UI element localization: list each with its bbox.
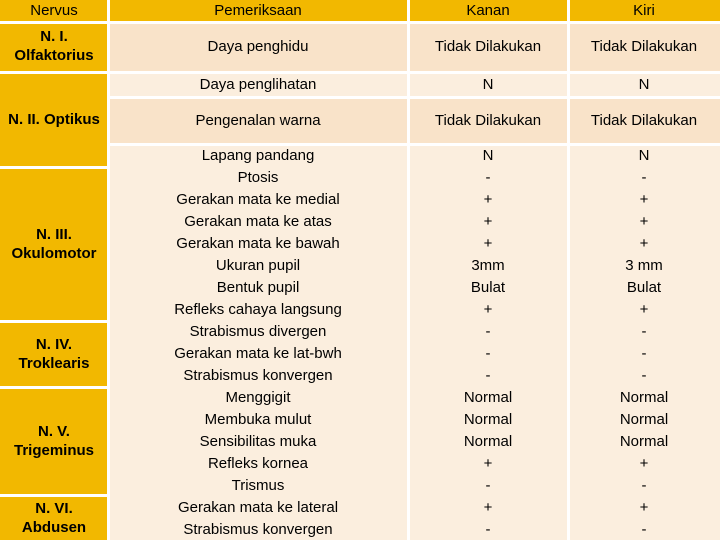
row-daya-penglihatan-kanan: N: [408, 72, 568, 98]
kanan-item: -: [485, 323, 491, 340]
pemeriksaan-item: Menggigit: [225, 389, 291, 406]
pemeriksaan-item: Refleks cahaya langsung: [174, 301, 342, 318]
row-pengenalan-warna-kiri: Tidak Dilakukan: [568, 98, 720, 144]
kanan-item: -: [485, 367, 491, 384]
kanan-item: 3mm: [471, 257, 505, 274]
kiri-item: -: [641, 345, 647, 362]
pemeriksaan-item: Sensibilitas muka: [199, 433, 317, 450]
kiri-item: 3 mm: [625, 257, 663, 274]
kanan-item: +: [483, 301, 493, 318]
pemeriksaan-item: Gerakan mata ke lat-bwh: [174, 345, 342, 362]
kanan-item: Normal: [463, 433, 513, 450]
kanan-list: [408, 144, 568, 540]
pemeriksaan-item: Gerakan mata ke lateral: [177, 499, 339, 516]
grid-divider: [108, 143, 720, 146]
pemeriksaan-item: Gerakan mata ke bawah: [176, 235, 340, 252]
pemeriksaan-item: Bentuk pupil: [216, 279, 300, 296]
header-pemeriksaan: Pemeriksaan: [108, 0, 408, 22]
kanan-item: +: [483, 455, 493, 472]
grid-divider: [567, 0, 570, 540]
kiri-item: -: [641, 323, 647, 340]
kiri-item: N: [638, 147, 650, 164]
pemeriksaan-item: Strabismus konvergen: [183, 521, 333, 538]
row-pengenalan-warna-kanan: Tidak Dilakukan: [408, 98, 568, 144]
nervus-okulomotor: N. III. Okulomotor: [0, 168, 108, 322]
pemeriksaan-item: Ukuran pupil: [215, 257, 301, 274]
kiri-item: Normal: [619, 411, 669, 428]
kiri-item: +: [639, 301, 649, 318]
kiri-list: [568, 144, 720, 540]
kiri-item: +: [639, 455, 649, 472]
row-daya-penglihatan-kiri: N: [568, 72, 720, 98]
kanan-item: Normal: [463, 389, 513, 406]
kanan-item: -: [485, 521, 491, 538]
kiri-item: -: [641, 169, 647, 186]
kiri-item: +: [639, 235, 649, 252]
kiri-item: -: [641, 367, 647, 384]
kanan-item: -: [485, 169, 491, 186]
kanan-item: Normal: [463, 411, 513, 428]
kiri-item: Normal: [619, 389, 669, 406]
header-kanan: Kanan: [408, 0, 568, 22]
row-pengenalan-warna-pemeriksaan: Pengenalan warna: [108, 98, 408, 144]
pemeriksaan-item: Gerakan mata ke medial: [176, 191, 340, 208]
kanan-item: +: [483, 499, 493, 516]
pemeriksaan-item: Trismus: [231, 477, 285, 494]
row-daya-penglihatan-pemeriksaan: Daya penglihatan: [108, 72, 408, 98]
nervus-optikus: N. II. Optikus: [0, 72, 108, 168]
pemeriksaan-item: Ptosis: [237, 169, 279, 186]
nervus-troklearis: N. IV. Troklearis: [0, 322, 108, 388]
grid-divider: [107, 0, 110, 540]
pemeriksaan-item: Refleks kornea: [207, 455, 309, 472]
kanan-item: N: [482, 147, 494, 164]
grid-divider: [0, 21, 720, 24]
grid-divider: [0, 386, 108, 389]
kiri-item: Bulat: [626, 279, 662, 296]
row-daya-penghidu-kanan: Tidak Dilakukan: [408, 22, 568, 72]
grid-divider: [0, 71, 720, 74]
kiri-item: Normal: [619, 433, 669, 450]
pemeriksaan-list: [108, 144, 408, 540]
kiri-item: -: [641, 521, 647, 538]
nervus-trigeminus: N. V. Trigeminus: [0, 388, 108, 496]
pemeriksaan-item: Strabismus divergen: [189, 323, 327, 340]
header-nervus: Nervus: [0, 0, 108, 22]
grid-divider: [407, 0, 410, 540]
grid-divider: [108, 96, 720, 99]
pemeriksaan-item: Gerakan mata ke atas: [184, 213, 332, 230]
pemeriksaan-item: Membuka mulut: [204, 411, 312, 428]
grid-divider: [0, 320, 108, 323]
kiri-item: +: [639, 191, 649, 208]
kanan-item: Bulat: [470, 279, 506, 296]
kiri-item: +: [639, 499, 649, 516]
kanan-item: -: [485, 345, 491, 362]
kiri-item: -: [641, 477, 647, 494]
pemeriksaan-item: Lapang pandang: [201, 147, 315, 164]
row-daya-penghidu-pemeriksaan: Daya penghidu: [108, 22, 408, 72]
kanan-item: +: [483, 191, 493, 208]
row-daya-penghidu-kiri: Tidak Dilakukan: [568, 22, 720, 72]
kanan-item: +: [483, 235, 493, 252]
pemeriksaan-item: Strabismus konvergen: [183, 367, 333, 384]
header-kiri: Kiri: [568, 0, 720, 22]
nervus-abdusen: N. VI. Abdusen: [0, 496, 108, 540]
kiri-item: +: [639, 213, 649, 230]
kanan-item: +: [483, 213, 493, 230]
kanan-item: -: [485, 477, 491, 494]
grid-divider: [0, 166, 108, 169]
grid-divider: [0, 494, 108, 497]
nervus-olfaktorius: N. I. Olfaktorius: [0, 22, 108, 72]
